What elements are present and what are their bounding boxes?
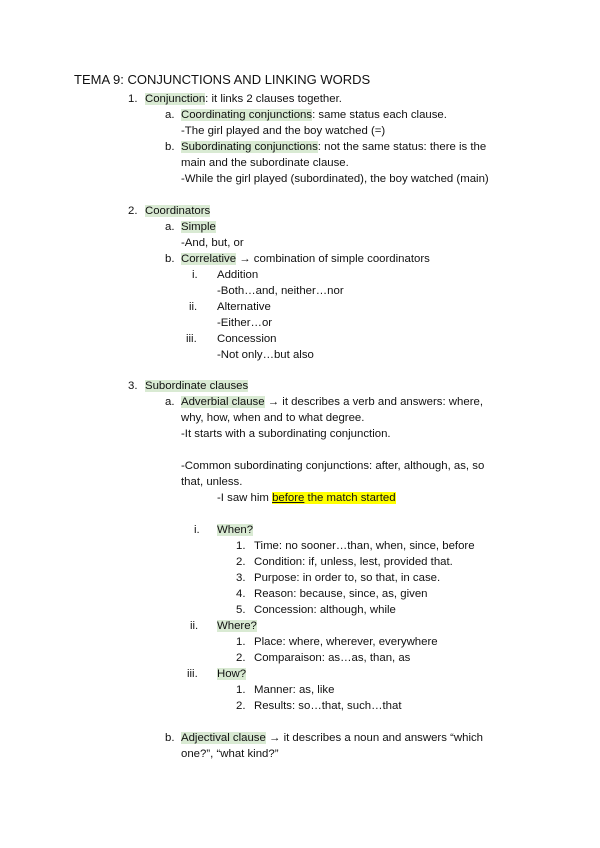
list-item: Results: so…that, such…that xyxy=(254,700,402,712)
list-item-example: -Both…and, neither…nor xyxy=(217,285,344,297)
list-number: 1. xyxy=(236,684,246,696)
section-3a-line5: that, unless. xyxy=(181,476,243,488)
list-item: Comparaison: as…as, than, as xyxy=(254,652,411,664)
list-number: 4. xyxy=(236,588,246,600)
list-marker: ii. xyxy=(190,620,199,632)
list-item: Condition: if, unless, lest, provided that. xyxy=(254,556,453,568)
section-1b-text: Subordinating conjunctions: not the same status: there is the xyxy=(181,141,487,153)
term-conjunction: Conjunction xyxy=(145,93,206,105)
list-item: Purpose: in order to, so that, in case. xyxy=(254,572,441,584)
section-1a-text: Coordinating conjunctions: same status each clause. xyxy=(181,109,447,121)
subheading-how: How? xyxy=(217,668,247,680)
section-2b-text: Correlative → combination of simple coordinators xyxy=(181,253,430,265)
section-3-heading: Subordinate clauses xyxy=(145,380,249,392)
section-3a-line4: -Common subordinating conjunctions: after, although, as, so xyxy=(181,460,485,472)
section-1b-marker: b. xyxy=(165,141,175,153)
section-2a-example: -And, but, or xyxy=(181,237,244,249)
subheading-when: When? xyxy=(217,524,254,536)
subheading-where: Where? xyxy=(217,620,257,632)
section-1-number: 1. xyxy=(128,93,138,105)
section-2a-text: Simple xyxy=(181,221,216,233)
list-marker: iii. xyxy=(187,668,198,680)
section-1-heading: Conjunction: it links 2 clauses together. xyxy=(145,93,342,105)
list-number: 2. xyxy=(236,700,246,712)
list-marker: i. xyxy=(192,269,198,281)
highlighted-before: before xyxy=(272,492,305,504)
section-2-number: 2. xyxy=(128,205,138,217)
list-item: Alternative xyxy=(217,301,271,313)
section-3b-line2: one?”, “what kind?” xyxy=(181,748,279,760)
list-item: Reason: because, since, as, given xyxy=(254,588,428,600)
section-3-number: 3. xyxy=(128,380,138,392)
list-number: 5. xyxy=(236,604,246,616)
list-item: Concession xyxy=(217,333,277,345)
section-3b-text: Adjectival clause → it describes a noun and answers “which xyxy=(181,732,484,744)
list-item: Time: no sooner…than, when, since, before xyxy=(254,540,475,552)
term-subordinating: Subordinating conjunctions xyxy=(181,141,318,153)
list-item-example: -Either…or xyxy=(217,317,273,329)
list-marker: ii. xyxy=(189,301,198,313)
list-marker: i. xyxy=(194,524,200,536)
list-item: Manner: as, like xyxy=(254,684,335,696)
section-2a-marker: a. xyxy=(165,221,175,233)
list-item: Place: where, wherever, everywhere xyxy=(254,636,438,648)
list-number: 2. xyxy=(236,652,246,664)
list-marker: iii. xyxy=(186,333,197,345)
section-2-heading: Coordinators xyxy=(145,205,211,217)
list-number: 1. xyxy=(236,540,246,552)
section-3a-marker: a. xyxy=(165,396,175,408)
list-item: Addition xyxy=(217,269,259,281)
section-1b-example: -While the girl played (subordinated), the boy watched (main) xyxy=(181,173,489,185)
term-coordinating: Coordinating conjunctions xyxy=(181,109,313,121)
list-item-example: -Not only…but also xyxy=(217,349,314,361)
list-number: 1. xyxy=(236,636,246,648)
section-3a-example: -I saw him before the match started xyxy=(217,492,396,504)
section-2b-marker: b. xyxy=(165,253,175,265)
section-3a-text: Adverbial clause → it describes a verb and answers: where, xyxy=(181,396,483,408)
section-3b-marker: b. xyxy=(165,732,175,744)
list-item: Concession: although, while xyxy=(254,604,396,616)
list-number: 2. xyxy=(236,556,246,568)
section-1b-line2: main and the subordinate clause. xyxy=(181,157,349,169)
page-title: TEMA 9: CONJUNCTIONS AND LINKING WORDS xyxy=(74,72,371,87)
list-number: 3. xyxy=(236,572,246,584)
section-1a-marker: a. xyxy=(165,109,175,121)
section-1a-example: -The girl played and the boy watched (=) xyxy=(181,125,386,137)
section-3a-line3: -It starts with a subordinating conjunction. xyxy=(181,428,391,440)
section-3a-line2: why, how, when and to what degree. xyxy=(181,412,365,424)
